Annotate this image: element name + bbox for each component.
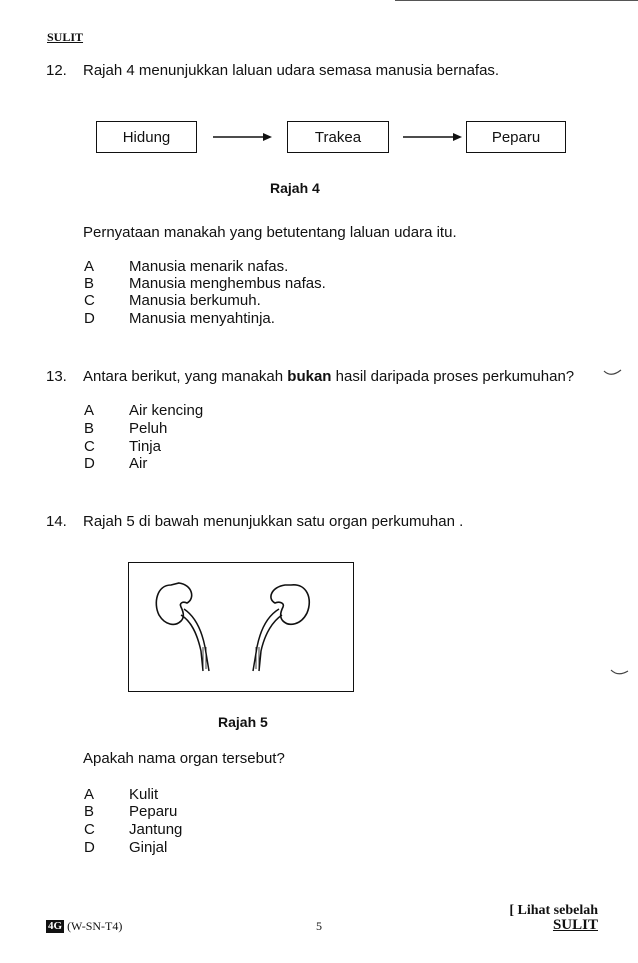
q13-option-b-letter: B [84, 420, 95, 437]
q12-option-a-letter: A [84, 258, 95, 275]
footer-badge: 4G [48, 920, 63, 932]
q13-text [83, 368, 574, 385]
flow-box-label: Hidung [122, 128, 171, 146]
q14-caption: Rajah 5 [218, 714, 268, 730]
q14-option-c-text: Jantung [129, 821, 183, 838]
top-rule [395, 0, 638, 1]
q14-prompt: Apakah nama organ tersebut? [83, 750, 285, 767]
flow-arrow-2 [403, 130, 463, 144]
flow-box-trakea [287, 121, 389, 153]
footer-code [46, 919, 122, 934]
q13-option-c-text: Tinja [129, 438, 161, 455]
q13-option-d-letter: D [84, 455, 95, 472]
q13-number: 13. [46, 368, 67, 385]
q12-number: 12. [46, 62, 67, 79]
q12-option-d-letter: D [84, 310, 95, 327]
q12-prompt: Pernyataan manakah yang betutentang laluan udara itu. [83, 224, 457, 241]
q14-option-c-letter: C [84, 821, 95, 838]
q13-option-a-text: Air kencing [129, 402, 204, 419]
q12-option-c-letter: C [84, 292, 95, 309]
flow-box-label: Peparu [491, 128, 541, 146]
q12-text: Rajah 4 menunjukkan laluan udara semasa manusia bernafas. [83, 62, 500, 79]
kidney-illustration [129, 563, 352, 690]
q12-option-a-text: Manusia menarik nafas. [129, 258, 289, 275]
q12-option-b-letter: B [84, 275, 95, 292]
kidney-figure-frame [128, 562, 354, 692]
flow-box-peparu [466, 121, 566, 153]
q14-option-a-letter: A [84, 786, 95, 803]
footer-sulit: SULIT [552, 917, 598, 933]
q14-option-b-letter: B [84, 803, 95, 820]
q14-option-b-text: Peparu [129, 803, 178, 820]
q14-option-d-text: Ginjal [129, 839, 168, 856]
flow-box-label: Trakea [314, 128, 362, 146]
q14-text: Rajah 5 di bawah menunjukkan satu organ perkumuhan . [83, 513, 464, 530]
q14-option-a-text: Kulit [129, 786, 159, 803]
q13-option-a-letter: A [84, 402, 95, 419]
q13-text-before: Antara berikut, yang manakah [83, 368, 288, 385]
margin-tick-mark [610, 667, 630, 679]
q12-option-c-text: Manusia berkumuh. [129, 292, 261, 309]
flow-arrow-1 [213, 130, 273, 144]
q13-option-d-text: Air [129, 455, 148, 472]
margin-tick-mark [603, 368, 623, 380]
q13-option-b-text: Peluh [129, 420, 168, 437]
q12-option-b-text: Manusia menghembus nafas. [129, 275, 326, 292]
q13-text-bold: bukan [287, 368, 332, 385]
flow-box-hidung [96, 121, 197, 153]
footer-code-text: (W-SN-T4) [67, 919, 123, 933]
header-sulit: SULIT [47, 30, 84, 44]
q12-caption: Rajah 4 [270, 180, 320, 196]
page-number: 5 [316, 919, 322, 933]
footer-next-page: [ Lihat sebelah [509, 903, 598, 918]
q14-number: 14. [46, 513, 67, 530]
q12-option-d-text: Manusia menyahtinja. [129, 310, 275, 327]
q13-text-after: hasil daripada proses perkumuhan? [331, 368, 575, 385]
q14-option-d-letter: D [84, 839, 95, 856]
q13-option-c-letter: C [84, 438, 95, 455]
